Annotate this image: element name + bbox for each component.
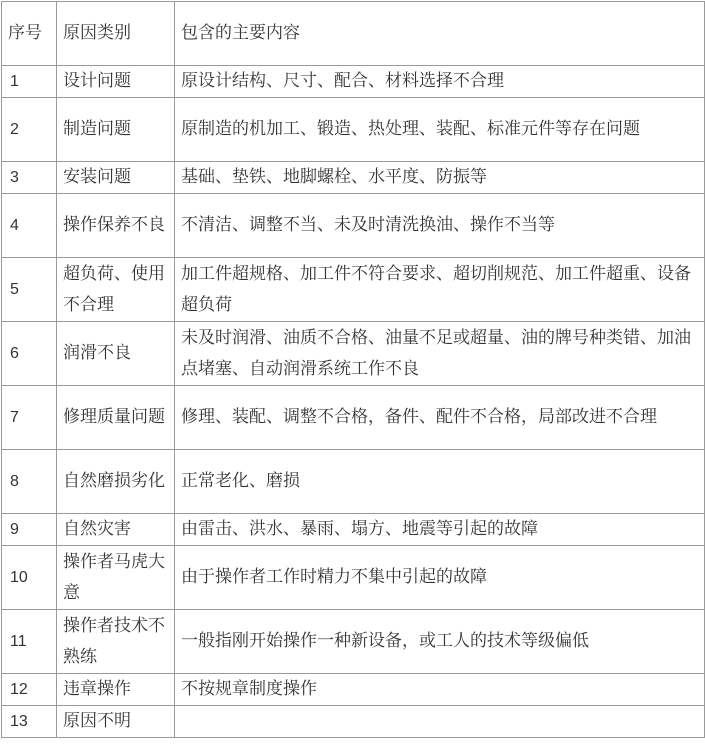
- row-content: 修理、装配、调整不合格，备件、配件不合格，局部改进不合理: [175, 386, 705, 450]
- table-row: [2, 386, 705, 450]
- table-row: [2, 514, 705, 546]
- row-content: 一般指刚开始操作一种新设备，或工人的技术等级偏低: [175, 610, 705, 674]
- row-content: 由雷击、洪水、暴雨、塌方、地震等引起的故障: [175, 514, 705, 546]
- header-row: [2, 2, 705, 66]
- row-content: 原设计结构、尺寸、配合、材料选择不合理: [175, 66, 705, 98]
- row-category: 自然灾害: [57, 514, 175, 546]
- table-row: [2, 98, 705, 162]
- row-category: 操作者马虎大意: [57, 546, 175, 610]
- row-content: 基础、垫铁、地脚螺栓、水平度、防振等: [175, 162, 705, 194]
- table-row: [2, 258, 705, 322]
- table-row: [2, 322, 705, 386]
- header-content: 包含的主要内容: [175, 2, 705, 66]
- header-seq: 序号: [2, 2, 57, 66]
- row-seq: 12: [2, 674, 57, 706]
- row-seq: 6: [2, 322, 57, 386]
- row-category: 修理质量问题: [57, 386, 175, 450]
- row-category: 安装问题: [57, 162, 175, 194]
- row-content: 由于操作者工作时精力不集中引起的故障: [175, 546, 705, 610]
- row-content: 未及时润滑、油质不合格、油量不足或超量、油的牌号种类错、加油点堵塞、自动润滑系统工作不良: [175, 322, 705, 386]
- row-category: 自然磨损劣化: [57, 450, 175, 514]
- row-category: 超负荷、使用不合理: [57, 258, 175, 322]
- row-content: [175, 706, 705, 738]
- row-seq: 2: [2, 98, 57, 162]
- row-category: 操作者技术不熟练: [57, 610, 175, 674]
- table-row: [2, 706, 705, 738]
- row-seq: 10: [2, 546, 57, 610]
- row-content: 加工件超规格、加工件不符合要求、超切削规范、加工件超重、设备超负荷: [175, 258, 705, 322]
- table-row: [2, 194, 705, 258]
- row-content: 正常老化、磨损: [175, 450, 705, 514]
- row-category: 设计问题: [57, 66, 175, 98]
- row-category: 制造问题: [57, 98, 175, 162]
- row-category: 润滑不良: [57, 322, 175, 386]
- table-row: [2, 162, 705, 194]
- row-category: 原因不明: [57, 706, 175, 738]
- table-row: [2, 66, 705, 98]
- row-content: 原制造的机加工、锻造、热处理、装配、标准元件等存在问题: [175, 98, 705, 162]
- row-category: 违章操作: [57, 674, 175, 706]
- table-row: [2, 674, 705, 706]
- table-row: [2, 610, 705, 674]
- table-row: [2, 546, 705, 610]
- failure-cause-table: [1, 1, 705, 738]
- header-category: 原因类别: [57, 2, 175, 66]
- row-seq: 9: [2, 514, 57, 546]
- row-seq: 5: [2, 258, 57, 322]
- row-seq: 3: [2, 162, 57, 194]
- row-seq: 11: [2, 610, 57, 674]
- row-seq: 4: [2, 194, 57, 258]
- row-category: 操作保养不良: [57, 194, 175, 258]
- row-seq: 7: [2, 386, 57, 450]
- row-content: 不清洁、调整不当、未及时清洗换油、操作不当等: [175, 194, 705, 258]
- row-seq: 8: [2, 450, 57, 514]
- row-content: 不按规章制度操作: [175, 674, 705, 706]
- table-row: [2, 450, 705, 514]
- row-seq: 1: [2, 66, 57, 98]
- row-seq: 13: [2, 706, 57, 738]
